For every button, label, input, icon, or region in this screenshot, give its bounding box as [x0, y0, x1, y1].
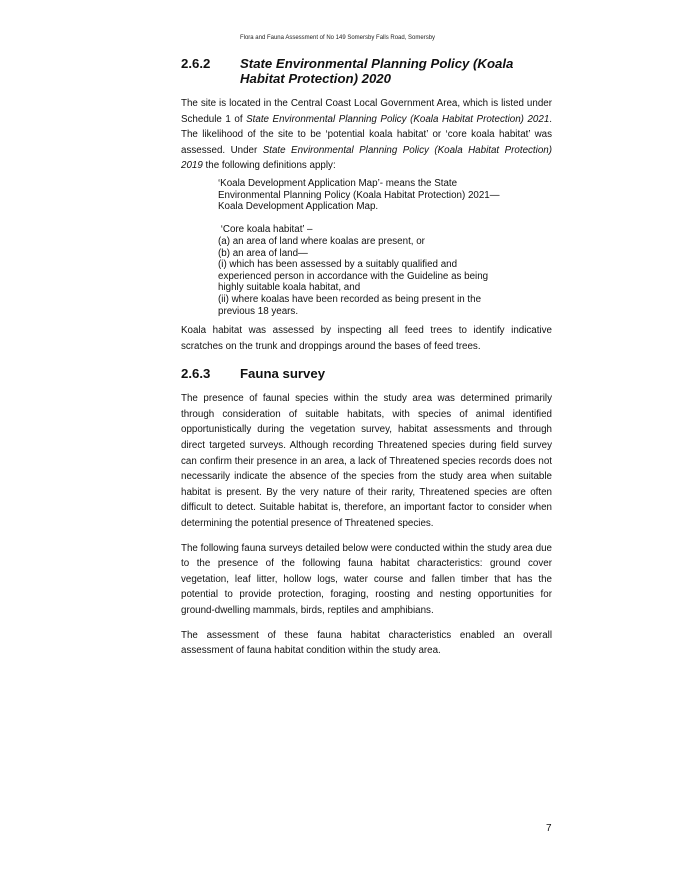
quote-spacer: [218, 213, 518, 225]
quote-line: (i) which has been assessed by a suitably qualified and: [218, 259, 458, 271]
text-run: the following definitions apply:: [202, 160, 336, 172]
paragraph-site-location: [181, 96, 552, 174]
quote-line: ‘Koala Development Application Map’- means the State: [218, 177, 458, 189]
paragraph-habitat-assessment: The assessment of these fauna habitat characteristics enabled an overall assessment of fauna habitat condition within the study area.: [181, 629, 552, 657]
page-body: [181, 56, 552, 659]
section-heading-2-6-3: [181, 366, 552, 381]
italic-policy-name: State Environmental Planning Policy (Koala Habitat Protection) 2021: [246, 113, 550, 125]
text-run: . The likelihood of the site to be ‘potential koala habitat’ or ‘core koala habitat’ was assessed. Under: [181, 113, 552, 156]
quote-line: previous 18 years.: [218, 305, 299, 317]
quote-line: (ii) where koalas have been recorded as being present in the: [218, 293, 482, 305]
paragraph-koala-assessment: Koala habitat was assessed by inspecting all feed trees to identify indicative scratches on the trunk and droppings around the bases of feed trees.: [181, 325, 552, 352]
quote-line: Koala Development Application Map.: [218, 201, 379, 213]
definitions-quote: [218, 178, 518, 317]
section-heading-2-6-2: [181, 56, 552, 86]
paragraph-fauna-presence: The presence of faunal species within the study area was determined primarily through consideration of suitable habitats, with species of animal identified opportunistically during the vegetation survey, habitat assessments and through direct targeted surveys. Although recording Threatened species during field survey can confirm their presence in an area, a lack of Threatened species records does not necessarily indicate the absence of the species from the study area when suitable habitat is present. By the very nature of their rarity, Threatened species are often difficult to detect. Suitable habitat is, therefore, an important factor to consider when determining the potential presence of Threatened species.: [181, 393, 552, 530]
italic-policy-name: State Environmental Planning Policy (Koala Habitat Protection) 2019: [181, 144, 552, 172]
section-number: 2.6.3: [181, 366, 211, 382]
quote-line: ‘Core koala habitat’ –: [218, 224, 313, 236]
paragraph-fauna-surveys: The following fauna surveys detailed below were conducted within the study area due to the presence of the following fauna habitat characteristics: ground cover vegetation, leaf litter, hollow logs, water course and fallen timber that has the potential to provide protection, foraging, roosting and nesting opportunities for ground-dwelling mammals, birds, reptiles and amphibians.: [181, 542, 552, 616]
quote-line: (a) an area of land where koalas are present, or: [218, 235, 425, 247]
quote-line: (b) an area of land—: [218, 247, 308, 259]
quote-line: experienced person in accordance with the Guideline as being: [218, 270, 489, 282]
page-number: 7: [546, 823, 552, 834]
quote-line: Environmental Planning Policy (Koala Habitat Protection) 2021—: [218, 189, 500, 201]
text-run: The site is located in the Central Coast Local Government Area, which is listed under Schedule 1 of: [181, 98, 552, 125]
section-number: 2.6.2: [181, 56, 211, 71]
section-title: Fauna survey: [240, 366, 326, 382]
quote-line: highly suitable koala habitat, and: [218, 282, 361, 294]
section-title: State Environmental Planning Policy (Koala Habitat Protection) 2020: [240, 56, 514, 86]
running-header: Flora and Fauna Assessment of No 149 Somersby Falls Road, Somersby: [239, 35, 436, 41]
